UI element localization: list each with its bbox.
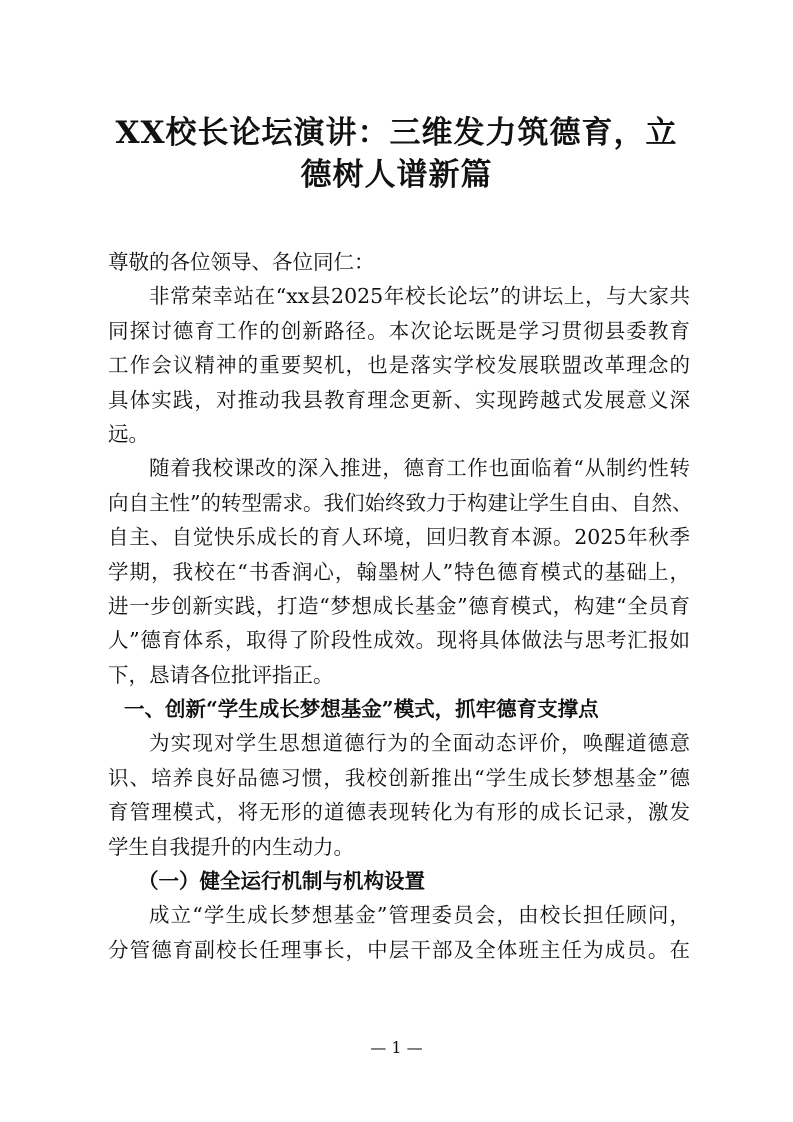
- title-line: 德树人谱新篇: [300, 157, 493, 193]
- subsection-heading: （一）健全运行机制与机构设置: [138, 869, 425, 894]
- paragraph-line: 育管理模式，将无形的道德表现转化为有形的成长记录，激发: [108, 800, 690, 825]
- paragraph-line: 工作会议精神的重要契机，也是落实学校发展联盟改革理念的: [108, 353, 690, 378]
- paragraph-line: 非常荣幸站在“xx县2025年校长论坛”的讲坛上，与大家共: [149, 284, 690, 309]
- paragraph-line: 识、培养良好品德习惯，我校创新推出“学生成长梦想基金”德: [108, 765, 690, 790]
- paragraph-line: 同探讨德育工作的创新路径。本次论坛既是学习贯彻县委教育: [108, 318, 690, 343]
- title-line: XX校长论坛演讲：三维发力筑德育，立: [115, 115, 678, 151]
- paragraph-line: 下，恳请各位批评指正。: [108, 662, 334, 687]
- paragraph-line: 分管德育副校长任理事长，中层干部及全体班主任为成员。在: [108, 937, 690, 962]
- page-number: — 1 —: [370, 1038, 423, 1057]
- paragraph-line: 成立“学生成长梦想基金”管理委员会，由校长担任顾问，: [149, 903, 690, 928]
- paragraph-line: 为实现对学生思想道德行为的全面动态评价，唤醒道德意: [149, 731, 690, 756]
- paragraph-line: 具体实践，对推动我县教育理念更新、实现跨越式发展意义深: [108, 387, 690, 412]
- paragraph-line: 自主、自觉快乐成长的育人环境，回归教育本源。2025年秋季: [108, 525, 690, 550]
- paragraph-line: 学期，我校在“书香润心，翰墨树人”特色德育模式的基础上，: [108, 559, 690, 584]
- salutation: 尊敬的各位领导、各位同仁：: [108, 250, 375, 274]
- paragraph-line: 进一步创新实践，打造“梦想成长基金”德育模式，构建“全员育: [108, 593, 690, 618]
- document-body: [108, 245, 693, 967]
- section-heading-1: 一、创新“学生成长梦想基金”模式，抓牢德育支撑点: [124, 697, 599, 722]
- document-title: [100, 112, 693, 196]
- paragraph-line: 远。: [108, 421, 149, 446]
- paragraph-line: 随着我校课改的深入推进，德育工作也面临着“从制约性转: [149, 456, 690, 481]
- paragraph-line: 人”德育体系，取得了阶段性成效。现将具体做法与思考汇报如: [108, 628, 690, 653]
- paragraph-line: 向自主性”的转型需求。我们始终致力于构建让学生自由、自然、: [108, 490, 693, 515]
- paragraph-line: 学生自我提升的内生动力。: [108, 834, 354, 859]
